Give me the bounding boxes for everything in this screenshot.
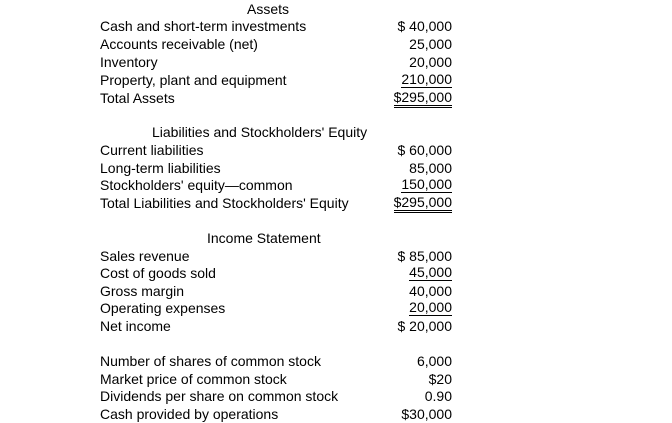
liabilities-title: Liabilities and Stockholders' Equity [152,124,368,140]
row-value: 210,000 [401,71,452,87]
row-label: Operating expenses [100,300,226,316]
row-label: Cost of goods sold [100,265,216,281]
row-label: Long-term liabilities [100,160,221,176]
assets-row-receivable [100,36,452,53]
other-row-cash-ops [100,406,452,423]
liabilities-row-longterm [100,160,452,177]
row-label: Total Liabilities and Stockholders' Equity [100,195,349,211]
row-value: 150,000 [401,176,452,192]
row-value: $ 40,000 [397,18,452,34]
liabilities-row-equity [100,177,452,194]
liabilities-row-current [100,142,452,159]
row-label: Net income [100,318,171,334]
row-value: 40,000 [409,283,452,299]
other-row-market-price [100,371,452,388]
income-row-opex [100,300,452,317]
row-value: 45,000 [409,264,452,280]
income-row-gross-margin [100,283,452,300]
assets-row-cash [100,18,452,35]
row-label: Dividends per share on common stock [100,388,339,404]
row-value: 85,000 [409,160,452,176]
row-label: Total Assets [100,90,175,106]
assets-row-ppe [100,72,452,89]
row-label: Cash and short-term investments [100,18,307,34]
assets-title: Assets [247,1,290,17]
row-label: Market price of common stock [100,371,287,387]
row-label: Number of shares of common stock [100,353,321,369]
row-value: 20,000 [409,299,452,315]
liabilities-row-total [100,195,452,212]
row-label: Stockholders' equity—common [100,177,293,193]
row-value: $295,000 [394,195,452,213]
row-value: $20 [428,371,452,387]
row-value: 20,000 [409,54,452,70]
row-value: $ 60,000 [397,142,452,158]
row-label: Current liabilities [100,142,204,158]
income-row-sales [100,248,452,265]
row-value: $30,000 [401,406,452,422]
assets-row-total [100,90,452,107]
income-row-cogs [100,265,452,282]
other-row-dividends [100,388,452,405]
row-value: 25,000 [409,36,452,52]
row-label: Gross margin [100,283,185,299]
row-value: $ 85,000 [397,248,452,264]
row-value: 6,000 [416,353,452,369]
row-label: Accounts receivable (net) [100,36,258,52]
income-row-net-income [100,318,452,335]
row-value: $ 20,000 [397,318,452,334]
row-value: 0.90 [424,388,452,404]
row-label: Property, plant and equipment [100,72,287,88]
row-label: Inventory [100,54,158,70]
row-value: $295,000 [394,90,452,108]
assets-row-inventory [100,54,452,71]
income-title: Income Statement [207,230,321,246]
row-label: Cash provided by operations [100,406,279,422]
other-row-shares [100,353,452,370]
row-label: Sales revenue [100,248,190,264]
